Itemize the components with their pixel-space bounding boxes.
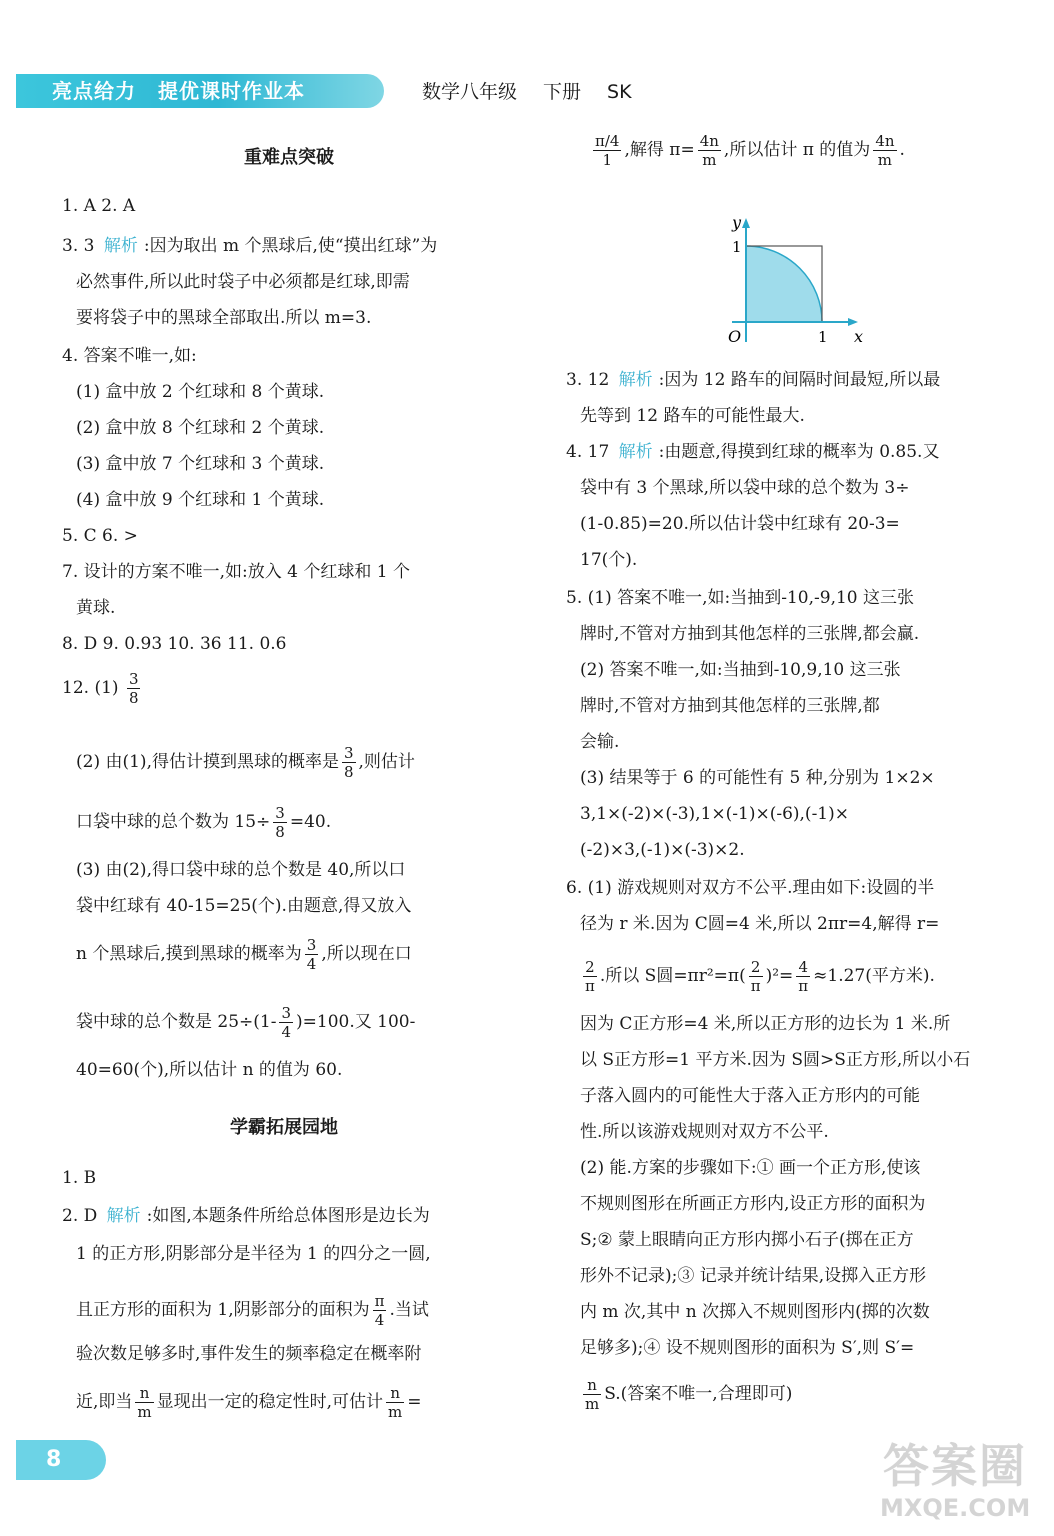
origin-label: O <box>728 327 742 346</box>
answer-line: 以 S正方形=1 平方米.因为 S圆>S正方形,所以小石 <box>580 1050 971 1070</box>
series-banner <box>16 74 384 108</box>
answer-line: 4. 答案不唯一,如: <box>62 346 197 366</box>
answer-line: 口袋中球的总个数为 15÷ $\frac{3}{8}$ =40. <box>76 804 332 841</box>
answer-line: (3) 盒中放 7 个红球和 3 个黄球. <box>76 454 325 474</box>
fraction: $\frac{3}{4}$ <box>306 936 317 973</box>
answer-line: (4) 盒中放 9 个红球和 1 个黄球. <box>76 490 325 510</box>
analysis-label: 解析 <box>103 236 138 256</box>
answer-line: 足够多);④ 设不规则图形的面积为 S′,则 S′= <box>580 1338 915 1358</box>
compound-fraction: $\frac{\pi/4}{1}$ <box>595 132 620 169</box>
analysis-label: 解析 <box>618 370 653 390</box>
quarter-circle-region <box>746 246 822 322</box>
answer-line: 17(个). <box>580 550 638 570</box>
answer-line: (2) 能.方案的步骤如下:① 画一个正方形,使该 <box>580 1158 921 1178</box>
brand-name: 亮点给力 <box>52 79 136 103</box>
answer-line: (3) 由(2),得口袋中球的总个数是 40,所以口 <box>76 860 406 880</box>
answer-line: (-2)×3,(-1)×(-3)×2. <box>580 840 745 860</box>
answer-line: 黄球. <box>76 598 116 618</box>
answer-line <box>62 228 437 264</box>
site-watermark: 答案圈 MXQE.COM <box>880 1439 1031 1522</box>
answer-line: (1-0.85)=20.所以估计袋中红球有 20-3= <box>580 514 900 534</box>
answer-line: (2) 答案不唯一,如:当抽到-10,9,10 这三张 <box>580 660 901 680</box>
answer-line: 5. C 6. > <box>62 526 138 546</box>
answer-line: 因为 C正方形=4 米,所以正方形的边长为 1 米.所 <box>580 1014 951 1034</box>
answer-line: $\frac{\pi/4}{1}$ ,解得 π= $\frac{4n}{m}$ ,所以估计 π 的值为 $\frac{4n}{m}$ . <box>595 132 905 169</box>
answer-line: 牌时,不管对方抽到其他怎样的三张牌,都会赢. <box>580 624 920 644</box>
fraction: $\frac{n}{m}$ <box>585 1376 600 1413</box>
fraction: $\frac{n}{m}$ <box>388 1384 403 1421</box>
answer-line: 必然事件,所以此时袋子中必须都是红球,即需 <box>76 272 410 292</box>
answer-text: :因为取出 m 个黑球后,使“摸出红球”为 <box>143 236 438 256</box>
fraction: $\frac{3}{8}$ <box>343 744 354 781</box>
page-header <box>16 66 1036 112</box>
answer-line: 3. 12 解析 :因为 12 路车的间隔时间最短,所以最 <box>566 370 941 390</box>
answer-line: 且正方形的面积为 1,阴影部分的面积为 $\frac{\pi}{4}$ .当试 <box>76 1292 429 1329</box>
answer-line: 先等到 12 路车的可能性最大. <box>580 406 805 426</box>
fraction: $\frac{n}{m}$ <box>137 1384 152 1421</box>
answer-line: $\frac{n}{m}$ S.(答案不唯一,合理即可) <box>585 1376 793 1413</box>
answer-line: 袋中有 3 个黑球,所以袋中球的总个数为 3÷ <box>580 478 910 498</box>
answer-line: (3) 结果等于 6 的可能性有 5 种,分别为 1×2× <box>580 768 935 788</box>
answer-line: 2. D 解析 :如图,本题条件所给总体图形是边长为 <box>62 1206 430 1226</box>
answer-line: 3,1×(-2)×(-3),1×(-1)×(-6),(-1)× <box>580 804 850 824</box>
y-axis-arrow <box>742 218 750 228</box>
section-title-key-points: 重难点突破 <box>244 147 334 168</box>
answer-line: 近,即当 $\frac{n}{m}$ 显现出一定的稳定性时,可估计 $\frac{n}{m}$ = <box>76 1384 422 1421</box>
series-name: 提优课时作业本 <box>158 79 305 103</box>
analysis-label: 解析 <box>618 442 653 462</box>
y-tick-label: 1 <box>732 238 742 256</box>
section-title-extension: 学霸拓展园地 <box>230 1117 338 1138</box>
fraction: $\frac{4n}{m}$ <box>699 132 719 169</box>
y-axis-label: y <box>732 216 742 232</box>
answer-line: $\frac{2}{\pi}$ .所以 S圆=πr²=π( $\frac{2}{\pi}$ )²= $\frac{4}{\pi}$ ≈1.27(平方米). <box>585 958 935 995</box>
fraction: $\frac{3}{8}$ <box>128 670 139 707</box>
answer-line: 8. D 9. 0.93 10. 36 11. 0.6 <box>62 634 287 654</box>
answer-line: 40=60(个),所以估计 n 的值为 60. <box>76 1060 343 1080</box>
page-number: 8 <box>16 1440 106 1480</box>
answer-line <box>62 670 143 707</box>
fraction: $\frac{\pi}{4}$ <box>374 1292 385 1329</box>
answer-line: 子落入圆内的可能性大于落入正方形内的可能 <box>580 1086 920 1106</box>
x-axis-label: x <box>854 327 864 346</box>
book-info <box>422 76 658 108</box>
quarter-circle-figure <box>722 216 872 376</box>
fraction: $\frac{4n}{m}$ <box>875 132 895 169</box>
answer-line: 1. B <box>62 1168 97 1188</box>
answer-line: (2) 由(1),得估计摸到黑球的概率是 $\frac{3}{8}$ ,则估计 <box>76 744 415 781</box>
answer-line: 验次数足够多时,事件发生的频率稳定在概率附 <box>76 1344 422 1364</box>
analysis-label: 解析 <box>106 1206 141 1226</box>
answer-line: 不规则图形在所画正方形内,设正方形的面积为 <box>580 1194 926 1214</box>
answer-number: 3. 3 <box>62 236 95 256</box>
answer-line: 袋中球的总个数是 25÷(1- $\frac{3}{4}$ )=100.又 100- <box>76 1004 416 1041</box>
fraction: $\frac{2}{\pi}$ <box>750 958 761 995</box>
fraction: $\frac{2}{\pi}$ <box>585 958 595 995</box>
fraction: $\frac{3}{4}$ <box>281 1004 292 1041</box>
answer-line: (2) 盒中放 8 个红球和 2 个黄球. <box>76 418 325 438</box>
answer-line: 牌时,不管对方抽到其他怎样的三张牌,都 <box>580 696 880 716</box>
answer-line: 要将袋子中的黑球全部取出.所以 m=3. <box>76 308 372 328</box>
answer-line: 内 m 次,其中 n 次掷入不规则图形内(掷的次数 <box>580 1302 930 1322</box>
answer-line: 5. (1) 答案不唯一,如:当抽到-10,-9,10 这三张 <box>566 588 915 608</box>
answer-line: 7. 设计的方案不唯一,如:放入 4 个红球和 1 个 <box>62 562 411 582</box>
answer-line: 会输. <box>580 732 620 752</box>
answer-text: 12. (1) <box>62 678 119 698</box>
x-tick-label: 1 <box>818 328 828 346</box>
answer-line: 径为 r 米.因为 C圆=4 米,所以 2πr=4,解得 r= <box>580 914 940 934</box>
edition: SK <box>607 81 632 103</box>
answer-line: (1) 盒中放 2 个红球和 8 个黄球. <box>76 382 325 402</box>
answer-line: n 个黑球后,摸到黑球的概率为 $\frac{3}{4}$ ,所以现在口 <box>76 936 412 973</box>
answer-line: 1 的正方形,阴影部分是半径为 1 的四分之一圆, <box>76 1244 431 1264</box>
subject-grade: 数学八年级 <box>422 81 518 103</box>
answer-line: 袋中红球有 40-15=25(个).由题意,得又放入 <box>76 896 412 916</box>
volume: 下册 <box>543 81 582 103</box>
answer-line: 4. 17 解析 :由题意,得摸到红球的概率为 0.85.又 <box>566 442 940 462</box>
answer-line: 性.所以该游戏规则对双方不公平. <box>580 1122 829 1142</box>
x-axis-arrow <box>848 318 858 326</box>
fraction: $\frac{3}{8}$ <box>275 804 285 841</box>
answer-line: 形外不记录);③ 记录并统计结果,设掷入正方形 <box>580 1266 927 1286</box>
answer-line: S;② 蒙上眼睛向正方形内掷小石子(掷在正方 <box>580 1230 914 1250</box>
answer-line: 6. (1) 游戏规则对双方不公平.理由如下:设圆的半 <box>566 878 935 898</box>
fraction: $\frac{4}{\pi}$ <box>798 958 809 995</box>
answer-line: 1. A 2. A <box>62 196 136 216</box>
